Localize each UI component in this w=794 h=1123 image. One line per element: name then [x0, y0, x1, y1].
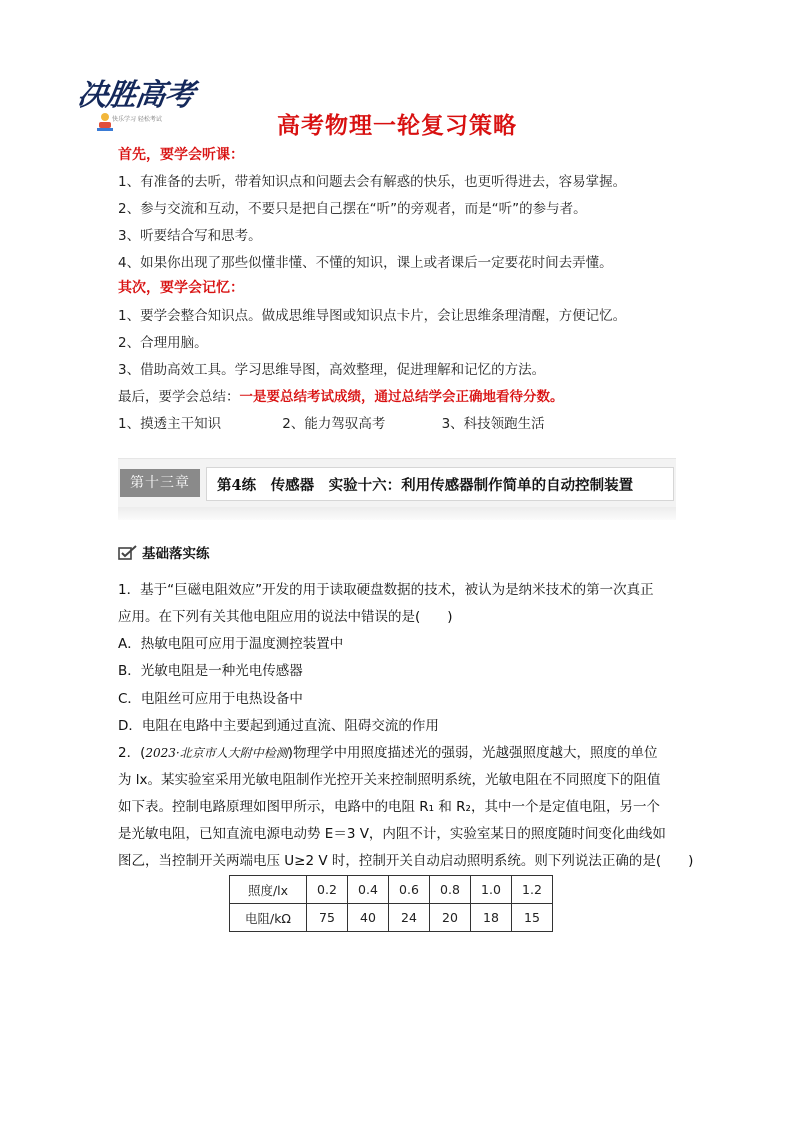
- section-heading-memory: 其次，要学会记忆：: [118, 280, 244, 296]
- listen-item-2: 2、参与交流和互动，不要只是把自己摆在“听”的旁观者，而是“听”的参与者。: [118, 201, 587, 217]
- practice-heading-label: 基础落实练: [142, 546, 210, 562]
- tip-2: 2、能力驾驭高考: [282, 416, 386, 432]
- q1-stem-line2: 应用。在下列有关其他电阻应用的说法中错误的是( ): [118, 609, 453, 625]
- tip-3: 3、科技领跑生活: [441, 416, 545, 432]
- memory-item-1: 1、要学会整合知识点。做成思维导图或知识点卡片，会让思维条理清醒，方便记忆。: [118, 308, 627, 324]
- table-cell: 18: [471, 904, 512, 932]
- chapter-title: 第4练 传感器 实验十六：利用传感器制作简单的自动控制装置: [217, 477, 634, 494]
- tips-row: [118, 412, 545, 432]
- q2-line1-rest: )物理学中用照度描述光的强弱，光越强照度越大，照度的单位: [287, 745, 658, 761]
- q1-option-c: C．电阻丝可应用于电热设备中: [118, 691, 303, 707]
- practice-heading: [118, 542, 210, 562]
- q2-source: 2023·北京市人大附中检测: [145, 746, 288, 760]
- q1-stem-line1: 1．基于“巨磁电阻效应”开发的用于读取硬盘数据的技术，被认为是纳米技术的第一次真正: [118, 582, 654, 598]
- listen-item-4: 4、如果你出现了那些似懂非懂、不懂的知识，课上或者课后一定要花时间去弄懂。: [118, 255, 613, 271]
- q1-option-b: B．光敏电阻是一种光电传感器: [118, 663, 303, 679]
- chapter-title-box: [206, 467, 674, 501]
- table-cell: 0.6: [389, 876, 430, 904]
- illuminance-resistance-table: [229, 875, 553, 932]
- logo-subtitle: 快乐学习 轻松考试: [112, 116, 162, 123]
- listen-item-1: 1、有准备的去听，带着知识点和问题去会有解惑的快乐，也更听得进去，容易掌握。: [118, 174, 627, 190]
- chapter-tag: 第十三章: [120, 469, 200, 497]
- table-row-resistance: [230, 904, 553, 932]
- table-cell: 1.0: [471, 876, 512, 904]
- table-row-label: 电阻/kΩ: [230, 904, 307, 932]
- q2-line2: 为 lx。某实验室采用光敏电阻制作光控开关来控制照明系统，光敏电阻在不同照度下的阻值: [118, 772, 661, 788]
- q2-line4: 是光敏电阻，已知直流电源电动势 E＝3 V，内阻不计，实验室某日的照度随时间变化曲线如: [118, 826, 666, 842]
- summary-line: [118, 385, 564, 405]
- banner-row: [118, 458, 676, 507]
- page-title: 高考物理一轮复习策略: [277, 113, 517, 139]
- q2-number: 2．(: [118, 745, 146, 761]
- table-cell: 15: [512, 904, 553, 932]
- table-cell: 40: [348, 904, 389, 932]
- q2-line3: 如下表。控制电路原理如图甲所示，电路中的电阻 R₁ 和 R₂，其中一个是定值电阻，另一个: [118, 799, 660, 815]
- chapter-banner: [118, 458, 676, 520]
- table-cell: 24: [389, 904, 430, 932]
- memory-item-2: 2、合理用脑。: [118, 335, 208, 351]
- q1-option-a: A．热敏电阻可应用于温度测控装置中: [118, 636, 344, 652]
- listen-item-3: 3、听要结合写和思考。: [118, 228, 262, 244]
- memory-item-3: 3、借助高效工具。学习思维导图，高效整理，促进理解和记忆的方法。: [118, 362, 546, 378]
- q2-line5: 图乙，当控制开关两端电压 U≥2 V 时，控制开关自动启动照明系统。则下列说法正确的是( ): [118, 853, 694, 869]
- table-cell: 0.2: [307, 876, 348, 904]
- table-cell: 75: [307, 904, 348, 932]
- logo-text: 决胜高考: [75, 78, 196, 113]
- table-cell: 1.2: [512, 876, 553, 904]
- table-row-illuminance: [230, 876, 553, 904]
- section-heading-listen: 首先，要学会听课：: [118, 147, 244, 163]
- tip-1: 1、摸透主干知识: [118, 416, 222, 432]
- q2-line1: [118, 741, 658, 761]
- table-cell: 20: [430, 904, 471, 932]
- table-row-label: 照度/lx: [230, 876, 307, 904]
- table-cell: 0.4: [348, 876, 389, 904]
- checklist-icon: [118, 545, 138, 561]
- table-cell: 0.8: [430, 876, 471, 904]
- summary-prefix: 最后，要学会总结：: [118, 389, 240, 405]
- q1-option-d: D．电阻在电路中主要起到通过直流、阻碍交流的作用: [118, 718, 439, 734]
- summary-highlight: 一是要总结考试成绩，通过总结学会正确地看待分数。: [239, 389, 564, 405]
